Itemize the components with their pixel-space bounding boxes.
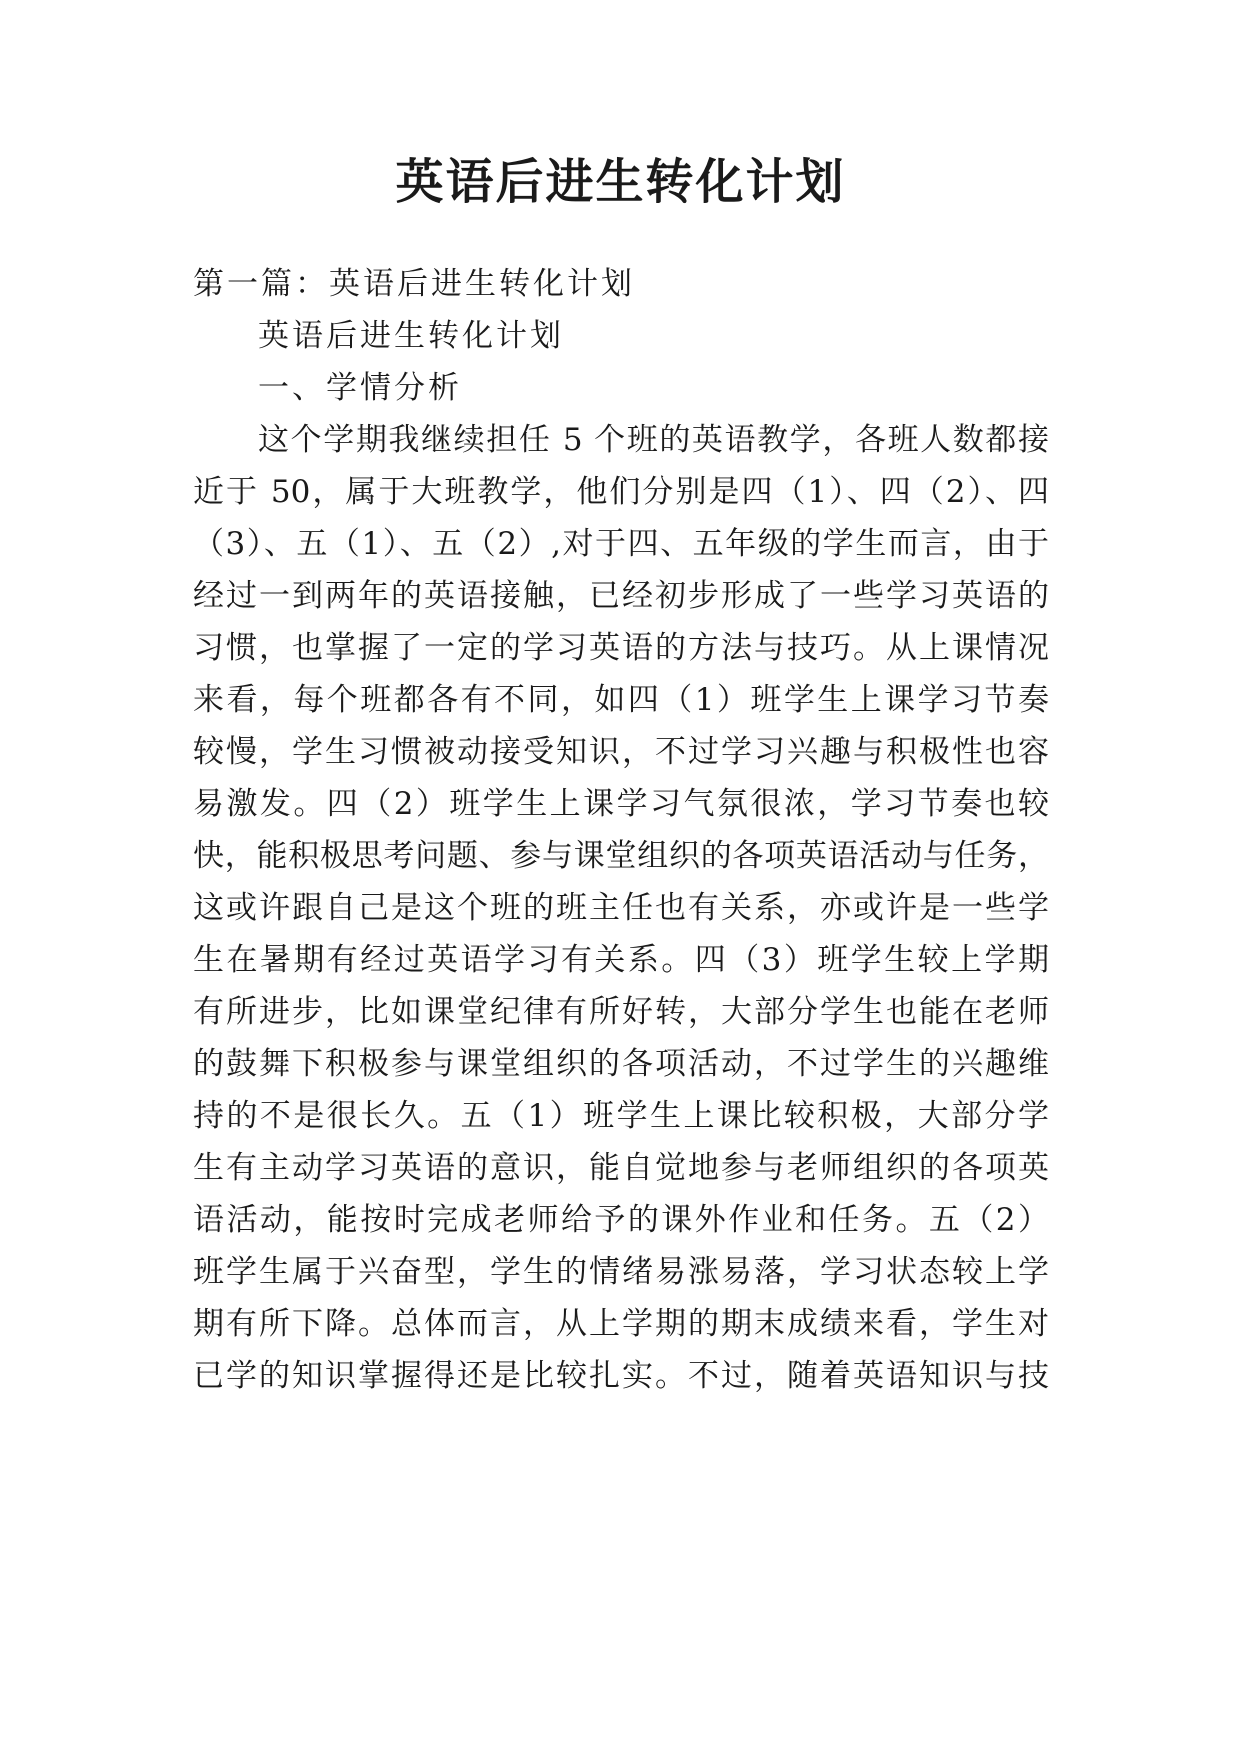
paragraph-line: 经过一到两年的英语接触，已经初步形成了一些学习英语的 [193,578,1049,614]
paragraph-line: 期有所下降。总体而言，从上学期的期末成绩来看，学生对 [193,1306,1049,1342]
paragraph-line: 这或许跟自己是这个班的班主任也有关系，亦或许是一些学 [193,890,1049,926]
paragraph-line: 生在暑期有经过英语学习有关系。四（3）班学生较上学期 [193,942,1049,978]
paragraph-line: 班学生属于兴奋型，学生的情绪易涨易落，学习状态较上学 [193,1254,1049,1290]
paragraph-line: 易激发。四（2）班学生上课学习气氛很浓，学习节奏也较 [193,786,1049,822]
paragraph-line: 的鼓舞下积极参与课堂组织的各项活动，不过学生的兴趣维 [193,1046,1049,1082]
paragraph-line: 这个学期我继续担任 5 个班的英语教学，各班人数都接 [258,422,1049,458]
paragraph-line: 已学的知识掌握得还是比较扎实。不过，随着英语知识与技 [193,1358,1049,1394]
paragraph-line: 习惯，也掌握了一定的学习英语的方法与技巧。从上课情况 [193,630,1049,666]
paragraph-line: 较慢，学生习惯被动接受知识，不过学习兴趣与积极性也容 [193,734,1049,770]
subtitle: 英语后进生转化计划 [258,318,564,354]
paragraph-line: 语活动，能按时完成老师给予的课外作业和任务。五（2） [193,1202,1049,1238]
paragraph-line: 持的不是很长久。五（1）班学生上课比较积极，大部分学 [193,1098,1049,1134]
paragraph-line: 有所进步，比如课堂纪律有所好转，大部分学生也能在老师 [193,994,1049,1030]
document-title: 英语后进生转化计划 [395,154,846,210]
paragraph-line: 近于 50，属于大班教学，他们分别是四（1）、四（2）、四 [193,474,1049,510]
paragraph-line: 生有主动学习英语的意识，能自觉地参与老师组织的各项英 [193,1150,1049,1186]
paragraph-line: 来看，每个班都各有不同，如四（1）班学生上课学习节奏 [193,682,1049,718]
paragraph-line: 快，能积极思考问题、参与课堂组织的各项英语活动与任务， [193,838,1049,874]
section-heading: 第一篇：英语后进生转化计划 [193,266,635,302]
paragraph-line: （3）、五（1）、五（2）,对于四、五年级的学生而言，由于 [193,526,1049,562]
part-heading: 一、学情分析 [258,370,462,406]
